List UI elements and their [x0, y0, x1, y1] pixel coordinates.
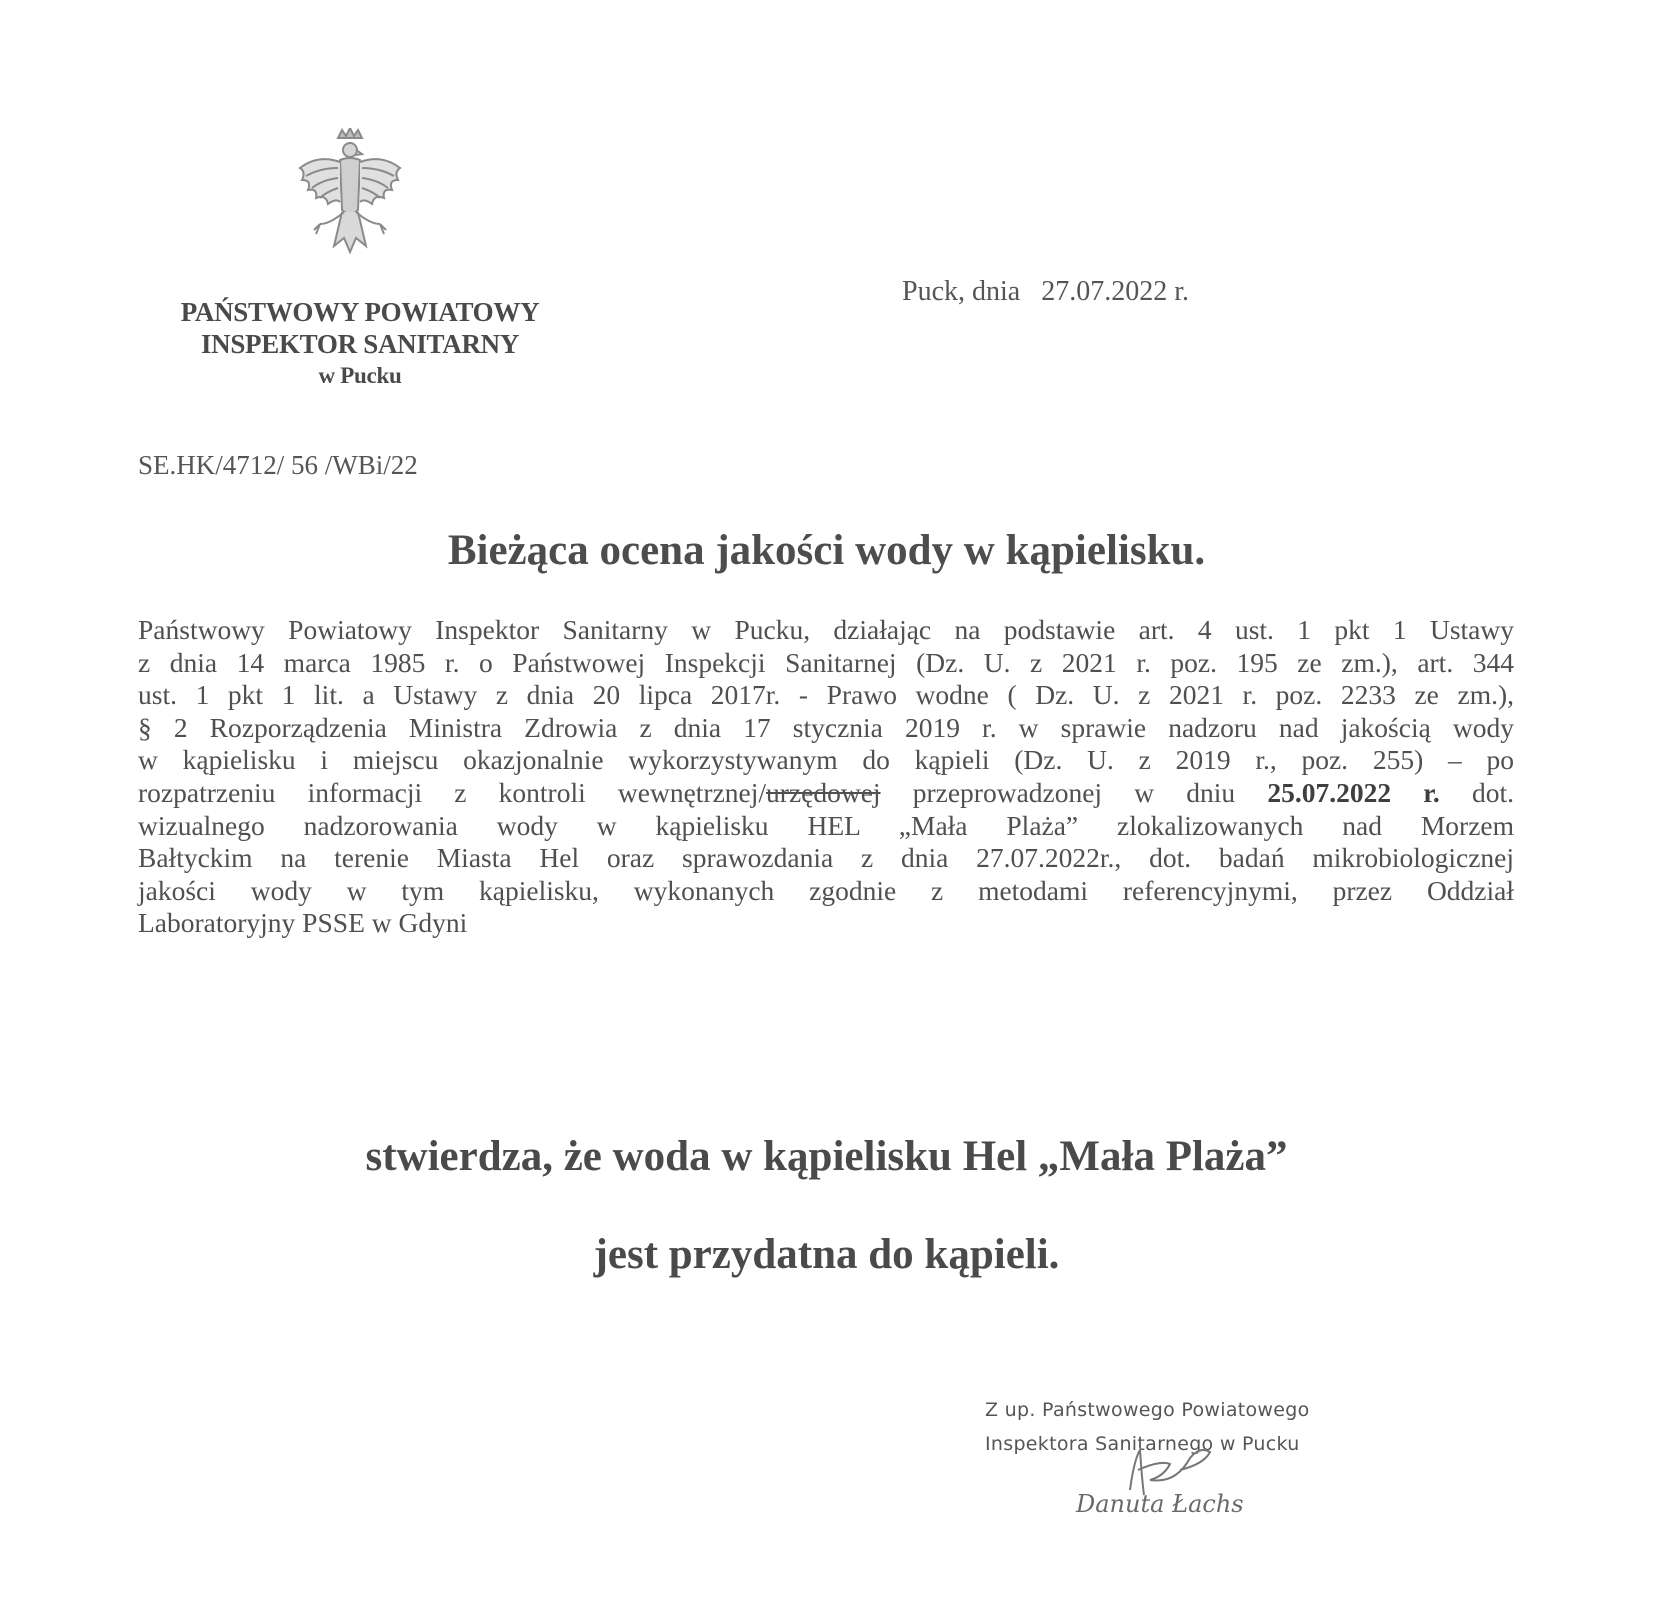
body-line: z dnia 14 marca 1985 r. o Państwowej Inspekcji Sanitarnej (Dz. U. z 2021 r. poz. 195 ze zm.), art. 344	[138, 646, 1514, 678]
body-line-inspection	[138, 777, 1514, 810]
body-line: § 2 Rozporządzenia Ministra Zdrowia z dnia 17 stycznia 2019 r. w sprawie nadzoru nad jakością wody	[138, 711, 1514, 743]
signatory-name: Danuta Łachs	[1076, 1490, 1244, 1518]
issuer-line-1: PAŃSTWOWY POWIATOWY	[180, 297, 540, 327]
reference-number: SE.HK/4712/ 56 /WBi/22	[138, 450, 418, 480]
body-line: jakości wody w tym kąpielisku, wykonanych zgodnie z metodami referencyjnymi, przez Oddział	[138, 874, 1514, 906]
body-line: Bałtyckim na terenie Miasta Hel oraz sprawozdania z dnia 27.07.2022r., dot. badań mikrobiologicznej	[138, 842, 1514, 874]
issuer-header	[140, 296, 580, 392]
issuer-line-2: INSPEKTOR SANITARNY	[200, 329, 520, 359]
body-text-fragment: rozpatrzeniu informacji z kontroli wewnętrznej/	[138, 776, 767, 808]
polish-eagle-emblem-icon	[290, 128, 410, 268]
body-line: Państwowy Powiatowy Inspektor Sanitarny w Pucku, działając na podstawie art. 4 ust. 1 pkt 1 Ustawy	[138, 614, 1514, 645]
body-line: Laboratoryjny PSSE w Gdyni	[138, 907, 468, 939]
struck-word: urzędowej	[766, 776, 881, 808]
body-text-fragment: przeprowadzonej w dniu	[880, 776, 1268, 808]
body-line: wizualnego nadzorowania wody w kąpielisku HEL „Mała Plaża” zlokalizowanych nad Morzem	[138, 809, 1514, 841]
inspection-date: 25.07.2022 r.	[1267, 776, 1440, 808]
issuer-line-3: w Pucku	[318, 363, 402, 388]
stamp-line-2: Inspektora Sanitarnego w Pucku	[985, 1433, 1300, 1455]
document-title: Bieżąca ocena jakości wody w kąpielisku.	[447, 527, 1206, 574]
body-line: w kąpielisku i miejscu okazjonalnie wykorzystywanym do kąpieli (Dz. U. z 2019 r., poz. 255) – po	[138, 744, 1514, 776]
document-date: Puck, dnia 27.07.2022 r.	[902, 276, 1189, 307]
stamp-line-1: Z up. Państwowego Powiatowego	[985, 1399, 1310, 1421]
body-text-fragment: dot.	[1439, 776, 1514, 808]
body-paragraph	[138, 614, 1514, 940]
verdict-line-1: stwierdza, że woda w kąpielisku Hel „Mała Plaża”	[365, 1133, 1288, 1180]
body-line: ust. 1 pkt 1 lit. a Ustawy z dnia 20 lipca 2017r. - Prawo wodne ( Dz. U. z 2021 r. poz. 2233 ze zm.),	[138, 679, 1514, 711]
verdict-line-2: jest przydatna do kąpieli.	[593, 1231, 1060, 1278]
